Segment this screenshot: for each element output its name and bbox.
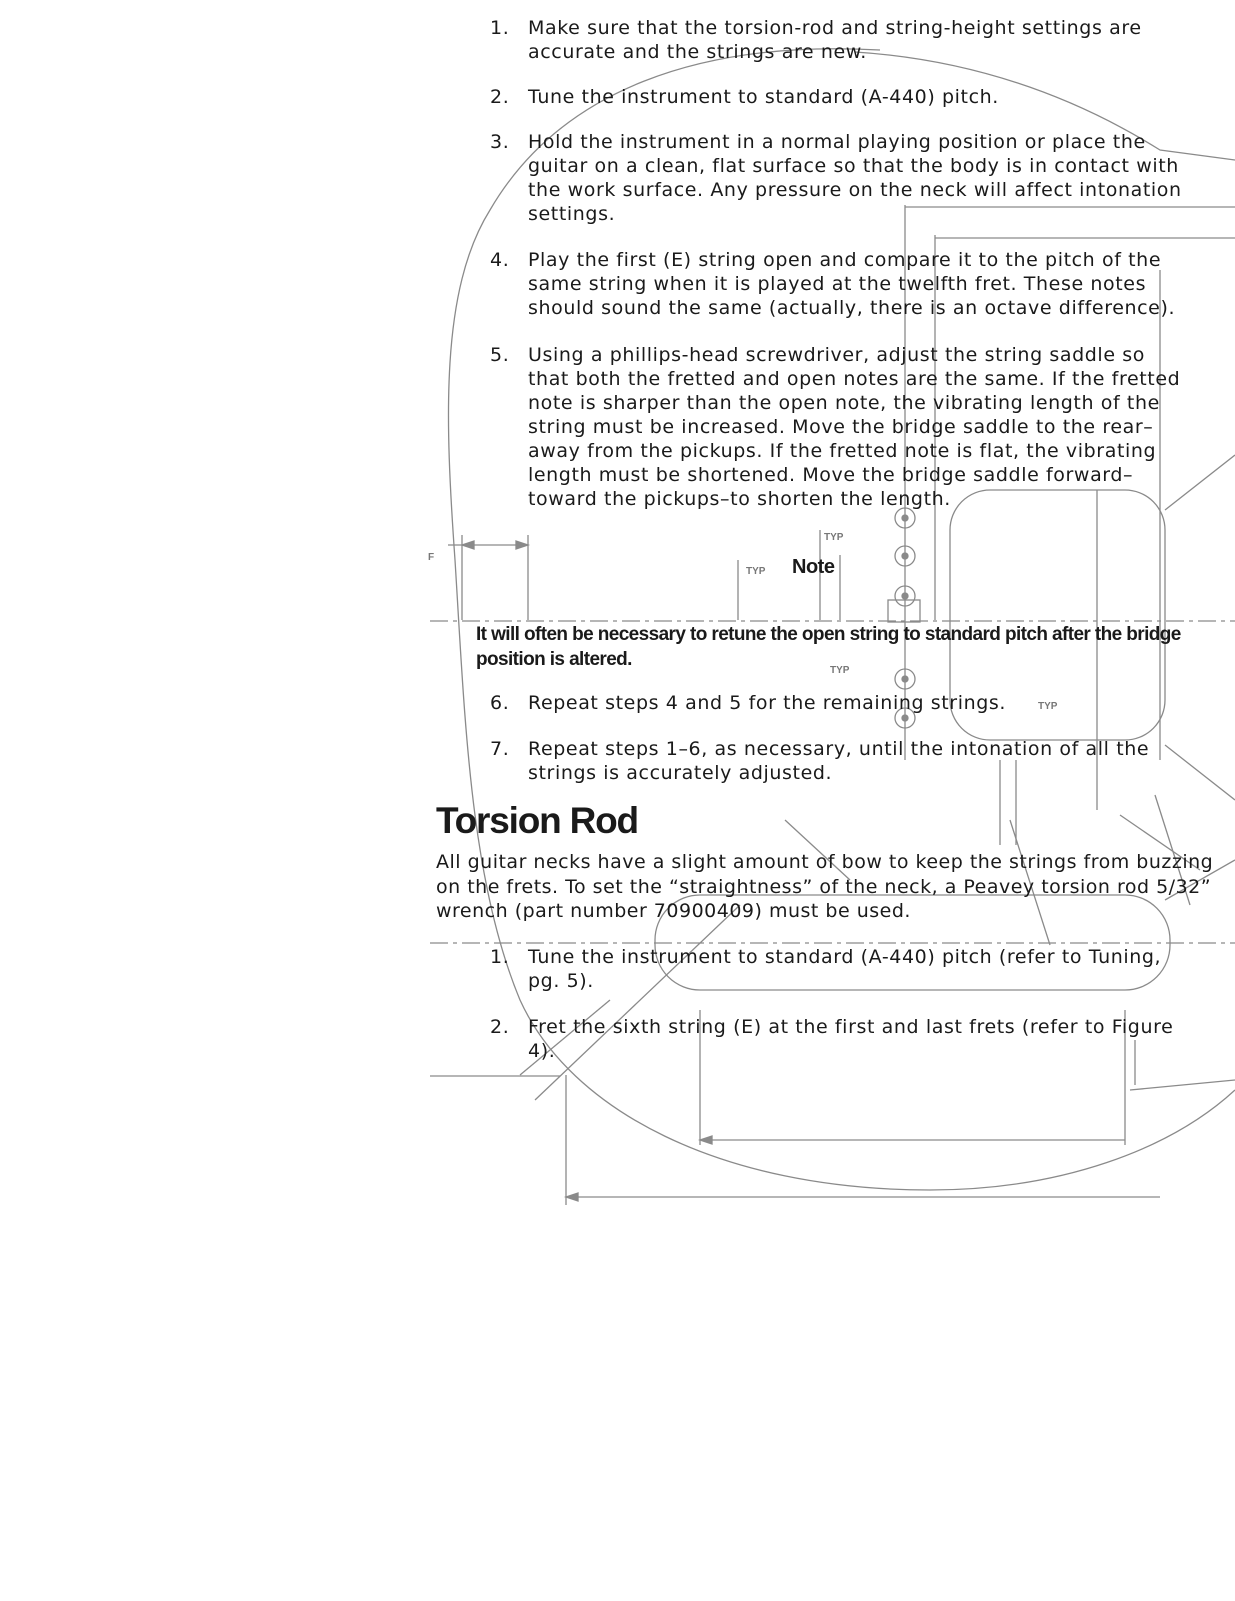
- step-text: Using a phillips-head screwdriver, adjust the string saddle so that both the fretted and open notes are the same. If the fretted note is sharper than the open note, the vibrating length of the string must be increased. Move the bridge saddle to the rear–away from the pickups. If the fretted note is flat, the vibrating length must be shortened. Move the bridge saddle forward–toward the pickups–to shorten the length.: [528, 344, 1181, 510]
- note-text: It will often be necessary to retune the open string to standard pitch after the bridge position is altered.: [476, 624, 1181, 670]
- step-text: Hold the instrument in a normal playing position or place the guitar on a clean, flat surface so that the body is in contact with the work surface. Any pressure on the neck will affect intonation settings.: [528, 131, 1182, 225]
- step-text: Make sure that the torsion-rod and string-height settings are accurate and the strings are new.: [528, 17, 1142, 63]
- step-number: 3.: [490, 131, 510, 153]
- step-text: Repeat steps 1–6, as necessary, until the intonation of all the strings is accurately adjusted.: [528, 738, 1150, 784]
- typ-label: TYP: [1038, 701, 1058, 712]
- note-label: Note: [792, 556, 835, 578]
- step-number: 1.: [490, 17, 510, 39]
- step-6: [490, 691, 1190, 715]
- step-number: 6.: [490, 692, 510, 714]
- step-text: Play the first (E) string open and compare it to the pitch of the same string when it is played at the twelfth fret. These notes should sound the same (actually, there is an octave difference).: [528, 249, 1176, 319]
- step-4: [490, 248, 1190, 320]
- step-1: [490, 16, 1190, 64]
- typ-label: TYP: [830, 665, 850, 676]
- step-number: 4.: [490, 249, 510, 271]
- torsion-step-2: [490, 1015, 1190, 1063]
- step-3: [490, 130, 1190, 226]
- step-text: Tune the instrument to standard (A-440) pitch.: [528, 86, 999, 108]
- step-number: 5.: [490, 344, 510, 366]
- step-text: Tune the instrument to standard (A-440) pitch (refer to Tuning, pg. 5).: [528, 946, 1162, 992]
- step-number: 2.: [490, 86, 510, 108]
- section-heading: Torsion Rod: [436, 800, 638, 841]
- step-7: [490, 737, 1190, 785]
- step-number: 1.: [490, 946, 510, 968]
- step-number: 7.: [490, 738, 510, 760]
- typ-label: TYP: [746, 566, 766, 577]
- section-intro: All guitar necks have a slight amount of bow to keep the strings from buzzing on the frets. To set the “straightness” of the neck, a Peavey torsion rod 5/32” wrench (part number 70900409) must be used.: [436, 851, 1214, 922]
- step-text: Repeat steps 4 and 5 for the remaining strings.: [528, 692, 1007, 714]
- step-5: [490, 343, 1190, 511]
- step-2: [490, 85, 1190, 109]
- typ-label: TYP: [824, 532, 844, 543]
- step-text: Fret the sixth string (E) at the first and last frets (refer to Figure 4).: [528, 1016, 1174, 1062]
- step-number: 2.: [490, 1016, 510, 1038]
- torsion-step-1: [490, 945, 1190, 993]
- edge-mark: F: [428, 552, 435, 563]
